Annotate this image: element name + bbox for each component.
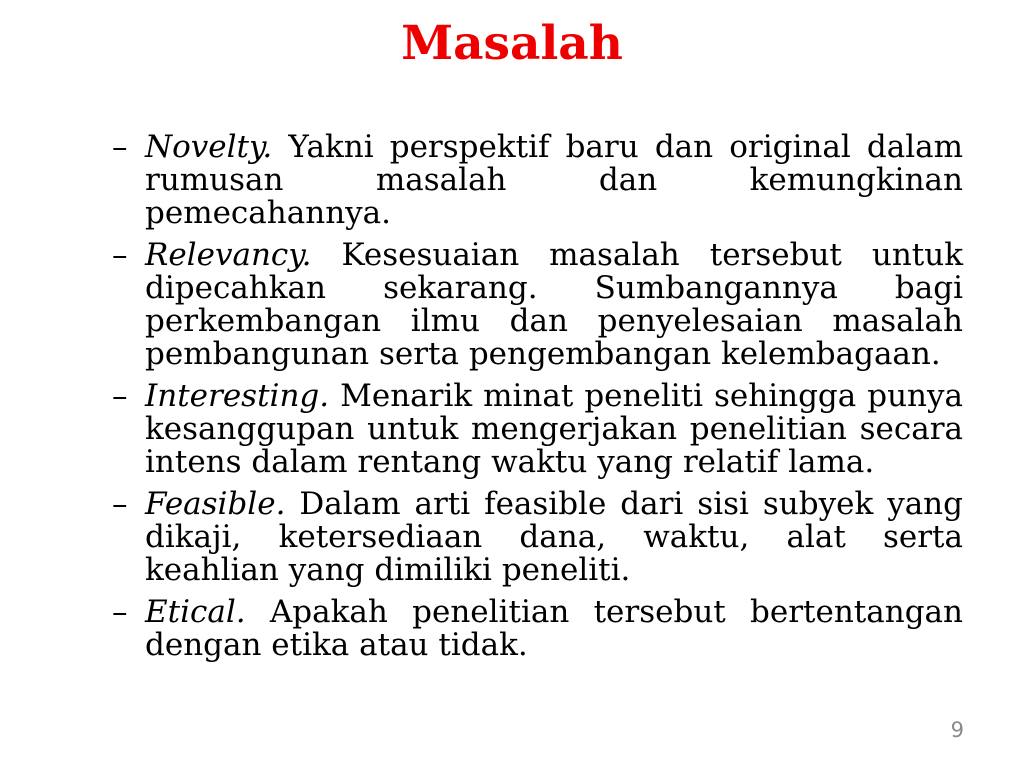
bullet-item-feasible bbox=[112, 488, 963, 587]
bullet-term: Relevancy. bbox=[145, 237, 312, 273]
bullet-rest: Dalam arti feasible dari sisi subyek yang dikaji, ketersediaan dana, waktu, alat serta keahlian yang dimiliki peneliti. bbox=[145, 486, 963, 588]
bullet-text bbox=[145, 596, 963, 662]
bullet-term: Etical. bbox=[145, 594, 246, 630]
bullet-dash: – bbox=[112, 129, 128, 165]
bullet-dash: – bbox=[112, 594, 128, 630]
bullet-text bbox=[145, 380, 963, 479]
bullet-text bbox=[145, 131, 963, 230]
bullet-term: Interesting. bbox=[145, 378, 330, 414]
slide-title: Masalah bbox=[401, 16, 623, 71]
bullet-item-interesting bbox=[112, 380, 963, 479]
bullet-item-relevancy bbox=[112, 239, 963, 371]
bullet-rest: Kesesuaian masalah tersebut untuk dipecahkan sekarang. Sumbangannya bagi perkembangan ilmu dan penyelesaian masalah pembangunan serta pengembangan kelembagaan. bbox=[145, 237, 963, 372]
slide-body bbox=[112, 131, 963, 671]
bullet-term: Novelty. bbox=[145, 129, 273, 165]
bullet-dash: – bbox=[112, 378, 128, 414]
bullet-text bbox=[145, 488, 963, 587]
bullet-item-novelty bbox=[112, 131, 963, 230]
bullet-rest: Apakah penelitian tersebut bertentangan dengan etika atau tidak. bbox=[145, 594, 963, 663]
bullet-dash: – bbox=[112, 486, 128, 522]
bullet-text bbox=[145, 239, 963, 371]
bullet-rest: Menarik minat peneliti sehingga punya kesanggupan untuk mengerjakan penelitian secara intens dalam rentang waktu yang relatif lama. bbox=[145, 378, 963, 480]
page-number: 9 bbox=[950, 718, 964, 742]
bullet-item-etical bbox=[112, 596, 963, 662]
bullet-rest: Yakni perspektif baru dan original dalam rumusan masalah dan kemungkinan pemecahannya. bbox=[145, 129, 963, 231]
bullet-dash: – bbox=[112, 237, 128, 273]
bullet-term: Feasible. bbox=[145, 486, 286, 522]
